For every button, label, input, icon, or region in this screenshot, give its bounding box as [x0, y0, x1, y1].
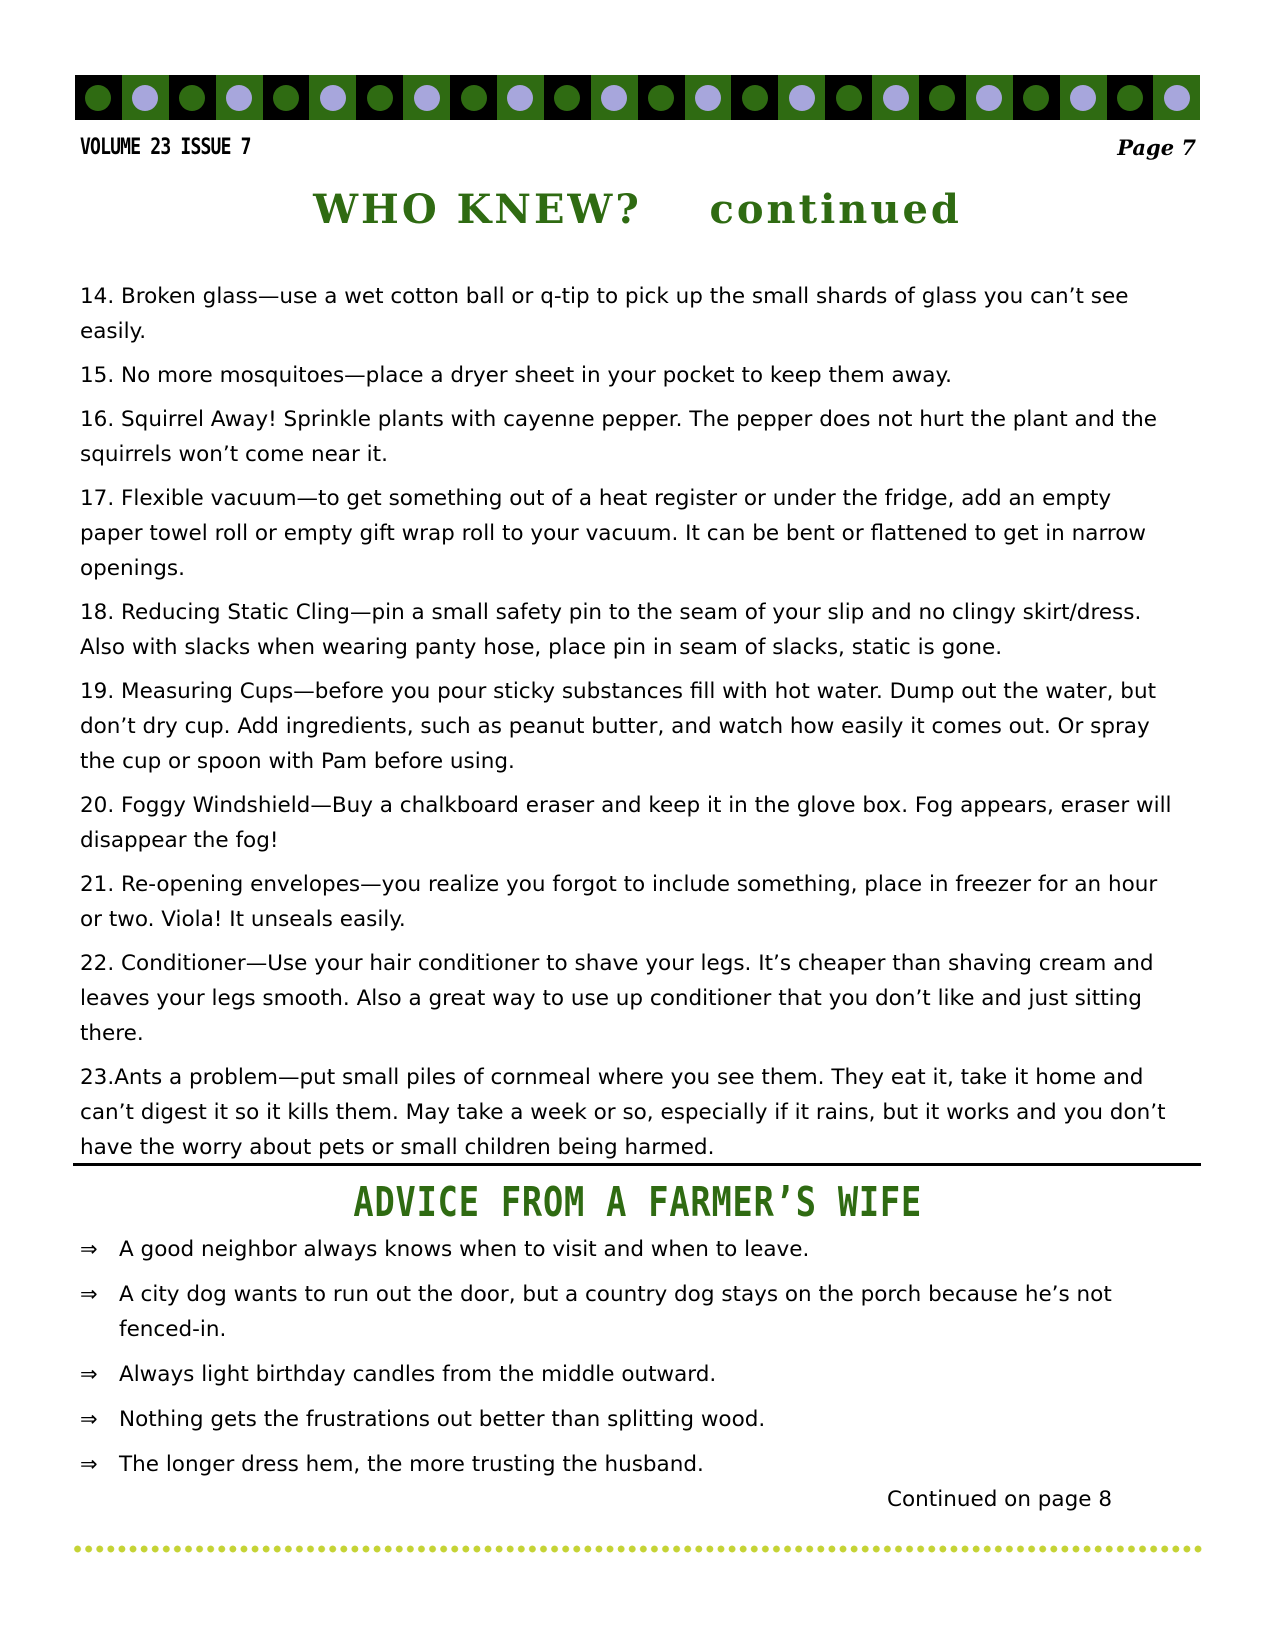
banner-dot	[883, 85, 909, 111]
tip-item: 20. Foggy Windshield—Buy a chalkboard eraser and keep it in the glove box. Fog appears, eraser will disappear the fog!	[80, 793, 1172, 853]
tip-item: 14. Broken glass—use a wet cotton ball or q-tip to pick up the small shards of glass you can’t see easily.	[80, 284, 1129, 344]
banner-dot	[601, 85, 627, 111]
advice-item	[80, 1357, 1180, 1392]
tip-item: 23.Ants a problem—put small piles of cornmeal where you see them. They eat it, take it home and can’t digest it so it kills them. May take a week or so, especially if it rains, but it works and you don’t have the worry about pets or small children being harmed.	[80, 1065, 1166, 1160]
banner-cell	[544, 75, 591, 120]
banner-cell	[75, 75, 122, 120]
arrow-icon: ⇒	[80, 1407, 98, 1431]
tip-item: 22. Conditioner—Use your hair conditioner to shave your legs. It’s cheaper than shaving cream and leaves your legs smooth. Also a great way to use up conditioner that you don’t like and just sitting there.	[80, 951, 1154, 1046]
banner-cell	[966, 75, 1013, 120]
banner-dot	[85, 85, 111, 111]
banner-dot	[742, 85, 768, 111]
section-divider	[73, 1163, 1201, 1166]
tip-item: 21. Re-opening envelopes—you realize you forgot to include something, place in freezer for an hour or two. Viola! It unseals easily.	[80, 872, 1158, 932]
tip-item: 18. Reducing Static Cling—pin a small safety pin to the seam of your slip and no clingy skirt/dress. Also with slacks when wearing panty hose, place pin in seam of slacks, static is gone.	[80, 600, 1142, 660]
advice-list	[80, 1232, 1180, 1492]
banner-dot	[273, 85, 299, 111]
banner-cell	[919, 75, 966, 120]
banner-dot	[226, 85, 252, 111]
banner-cell	[685, 75, 732, 120]
advice-item	[80, 1447, 1180, 1482]
tip-item: 17. Flexible vacuum—to get something out of a heat register or under the fridge, add an empty paper towel roll or empty gift wrap roll to your vacuum. It can be bent or flattened to get in narrow openings.	[80, 486, 1147, 581]
dotted-footer-rule	[72, 1544, 1202, 1554]
tip-item: 16. Squirrel Away! Sprinkle plants with cayenne pepper. The pepper does not hurt the plant and the squirrels won’t come near it.	[80, 407, 1158, 467]
banner-dot	[320, 85, 346, 111]
banner-cell	[216, 75, 263, 120]
banner-cell	[1153, 75, 1200, 120]
banner-dot	[507, 85, 533, 111]
banner-dot	[554, 85, 580, 111]
advice-item	[80, 1277, 1180, 1347]
banner-dot	[1070, 85, 1096, 111]
banner-dot	[367, 85, 393, 111]
banner-dot	[976, 85, 1002, 111]
banner-dot	[695, 85, 721, 111]
advice-item	[80, 1402, 1180, 1437]
banner-cell	[450, 75, 497, 120]
banner-dot	[132, 85, 158, 111]
banner-cell	[872, 75, 919, 120]
banner-dot	[648, 85, 674, 111]
banner-cell	[309, 75, 356, 120]
banner-cell	[825, 75, 872, 120]
banner-dot	[461, 85, 487, 111]
banner-dot	[789, 85, 815, 111]
banner-dot	[836, 85, 862, 111]
banner-cell	[122, 75, 169, 120]
section-title-who-knew: WHO KNEW? continued	[313, 186, 962, 233]
tip-item: 19. Measuring Cups—before you pour sticky substances fill with hot water. Dump out the water, but don’t dry cup. Add ingredients, such as peanut butter, and watch how easily it comes out. Or spray the cup or spoon with Pam before using.	[80, 679, 1157, 774]
banner-cell	[638, 75, 685, 120]
advice-text: A city dog wants to run out the door, but a country dog stays on the porch because he’s not fenced-in.	[119, 1282, 1112, 1342]
banner-cell	[731, 75, 778, 120]
arrow-icon: ⇒	[80, 1362, 98, 1386]
banner-dot	[179, 85, 205, 111]
tip-item: 15. No more mosquitoes—place a dryer sheet in your pocket to keep them away.	[80, 363, 952, 388]
advice-text: Always light birthday candles from the middle outward.	[119, 1362, 717, 1387]
banner-cell	[356, 75, 403, 120]
banner-cell	[403, 75, 450, 120]
banner-dot	[1023, 85, 1049, 111]
volume-issue: VOLUME 23 ISSUE 7	[80, 135, 251, 160]
decorative-banner	[75, 75, 1201, 120]
banner-dot	[414, 85, 440, 111]
advice-item	[80, 1232, 1180, 1267]
tips-list	[80, 279, 1180, 1174]
banner-cell	[497, 75, 544, 120]
banner-cell	[263, 75, 310, 120]
page-number: Page 7	[1117, 135, 1196, 160]
banner-cell	[1013, 75, 1060, 120]
banner-cell	[169, 75, 216, 120]
banner-dot	[1164, 85, 1190, 111]
banner-cell	[1060, 75, 1107, 120]
advice-text: Nothing gets the frustrations out better than splitting wood.	[119, 1407, 766, 1432]
arrow-icon: ⇒	[80, 1282, 98, 1306]
banner-cell	[591, 75, 638, 120]
banner-cell	[1107, 75, 1154, 120]
arrow-icon: ⇒	[80, 1237, 98, 1261]
section-title-advice	[0, 1178, 1275, 1226]
arrow-icon: ⇒	[80, 1452, 98, 1476]
advice-text: A good neighbor always knows when to visit and when to leave.	[119, 1237, 810, 1262]
section-title-advice-text: ADVICE FROM A FARMER’S WIFE	[353, 1178, 922, 1226]
banner-dot	[1117, 85, 1143, 111]
continued-note: Continued on page 8	[887, 1487, 1112, 1512]
banner-dot	[929, 85, 955, 111]
banner-cell	[778, 75, 825, 120]
advice-text: The longer dress hem, the more trusting the husband.	[119, 1452, 704, 1477]
